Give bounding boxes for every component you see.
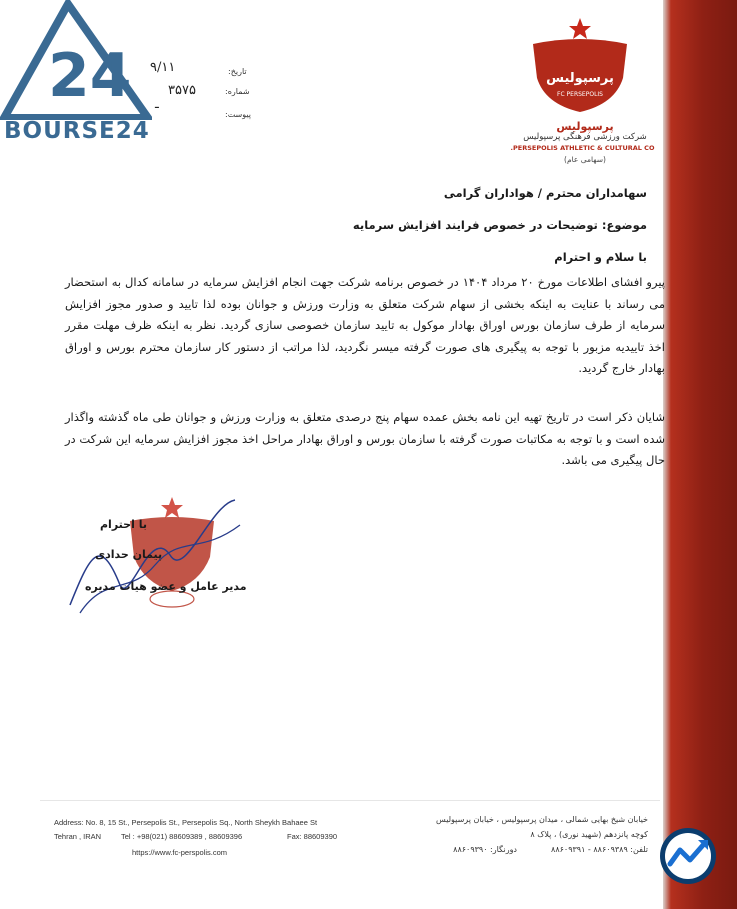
footer-city-en: Tehran , IRAN bbox=[54, 832, 102, 841]
signature-closing: با احترام bbox=[100, 518, 147, 531]
signatory-title: مدیر عامل و عضو هیات مدیره bbox=[85, 580, 247, 593]
footer-address-fa-2: کوچه پانزدهم (شهید نوری) ، پلاک ۸ bbox=[530, 830, 648, 839]
date-value: ۹/۱۱ bbox=[150, 60, 176, 75]
svg-text:24: 24 bbox=[48, 41, 132, 111]
company-type: (سهامی عام) bbox=[564, 155, 606, 164]
persepolis-crest bbox=[525, 16, 635, 116]
signatory-name: پیمان حدادی bbox=[95, 548, 163, 561]
number-label: شماره: bbox=[225, 87, 250, 96]
club-name-fa: پرسپولیس bbox=[556, 120, 614, 133]
attachment-label: پیوست: bbox=[225, 110, 252, 119]
footer-fax-fa: دورنگار: ۸۸۶۰۹۳۹۰ bbox=[453, 845, 517, 854]
footer-address-fa-1: خیابان شیخ بهایی شمالی ، میدان پرسپولیس ، خیابان پرسپولیس bbox=[436, 815, 648, 824]
letter-paragraph-2: شایان ذکر است در تاریخ تهیه این نامه بخش عمده سهام پنج درصدی متعلق به وزارت ورزش و جوانان طی ماه گذشته واگذار شده است و با توجه به مکاتبات صورت گرفته با سازمان بورس و اوراق بهادار مراحل اخذ مجوز افزایش سرمایه این شرکت در حال پیگیری می باشد. bbox=[65, 410, 665, 467]
club-name-en: PERSEPOLIS ATHLETIC & CULTURAL CO. bbox=[510, 144, 655, 152]
bourse24-wordmark: BOURSE24 bbox=[4, 118, 150, 144]
footer-divider bbox=[40, 800, 660, 801]
attachment-value: ـ bbox=[155, 97, 159, 112]
crest-text: پرسپولیس bbox=[546, 71, 614, 86]
club-subtitle-fa: شرکت ورزشی فرهنگی پرسپولیس bbox=[523, 132, 647, 142]
footer-tel-fa: تلفن: ۸۸۶۰۹۳۸۹ - ۸۸۶۰۹۳۹۱ bbox=[551, 845, 648, 854]
footer-fax-en: Fax: 88609390 bbox=[287, 832, 338, 841]
number-value: ۳۵۷۵ bbox=[168, 83, 196, 98]
letter-subject: موضوع: توضیحات در خصوص فرایند افزایش سرمایه bbox=[352, 218, 647, 232]
footer-tel-en: Tel : +98(021) 88609389 , 88609396 bbox=[121, 832, 243, 841]
date-label: تاریخ: bbox=[228, 67, 247, 76]
crest-subtext: FC PERSEPOLIS bbox=[557, 91, 603, 98]
footer-address-en: Address: No. 8, 15 St., Persepolis St., Persepolis Sq., North Sheykh Bahaee St bbox=[54, 818, 318, 827]
decorative-red-band bbox=[663, 0, 737, 909]
letter-salutation: با سلام و احترام bbox=[554, 250, 647, 264]
bourse24-badge-icon bbox=[658, 826, 718, 886]
letter-greeting: سهامداران محترم / هواداران گرامی bbox=[443, 186, 647, 200]
letter-paragraph-1: پیرو افشای اطلاعات مورخ ۲۰ مرداد ۱۴۰۴ در خصوص برنامه شرکت جهت انجام افزایش سرمایه در سامانه کدال به استحضار می رساند با عنایت به اینکه بخشی از سهام شرکت متعلق به وزارت ورزش و جوانان بوده لذا تایید و صدور مجوز افزایش سرمایه از طرف سازمان بورس اوراق بهادار موکول به تایید سازمان خصوصی سازی گردید. نظر به اینکه ظرف مهلت مقرر اخذ تاییدیه مزبور با توجه به پیگیری های صورت گرفته میسر نگردید، لذا مراتب از دستور کار سازمان محترم بورس و اوراق بهادار خارج گردید. bbox=[65, 275, 665, 375]
footer-website[interactable]: https://www.fc-perspolis.com bbox=[132, 848, 228, 857]
